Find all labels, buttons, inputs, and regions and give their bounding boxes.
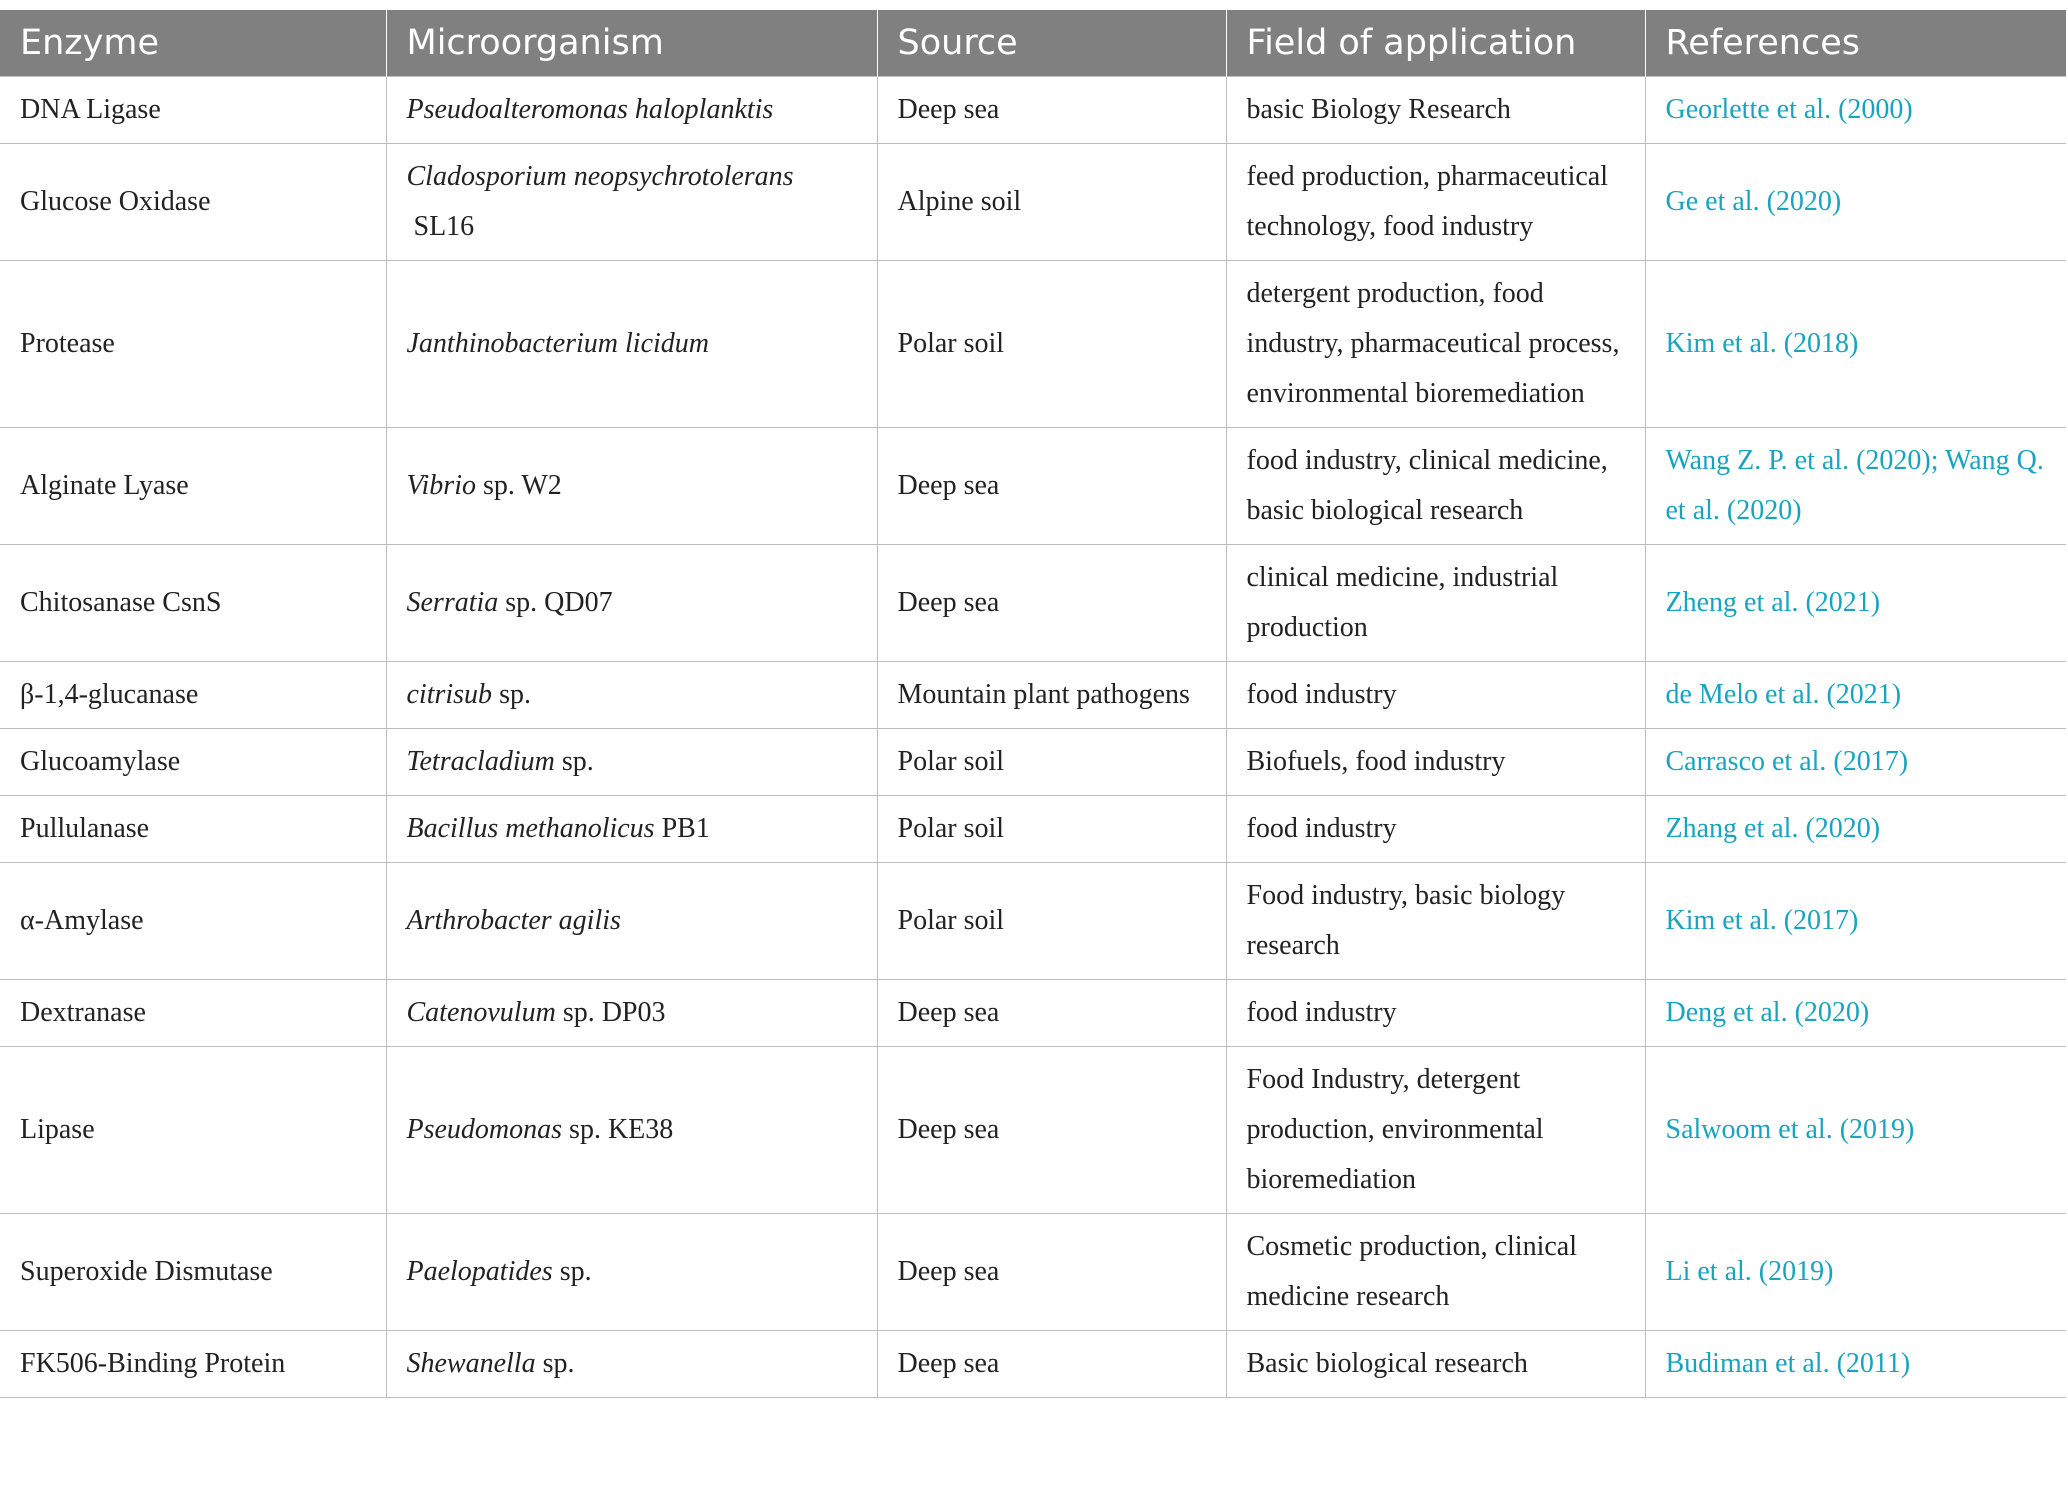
- species-name: Paelopatides: [406, 1256, 553, 1287]
- species-name: Serratia: [406, 587, 499, 618]
- microorganism-cell: [386, 144, 877, 261]
- table-row: [0, 428, 2066, 545]
- strain-suffix: sp.: [552, 1256, 592, 1287]
- reference-link[interactable]: Deng et al. (2020): [1645, 980, 2066, 1047]
- microorganism-cell: [386, 261, 877, 428]
- microorganism-cell: [386, 729, 877, 796]
- species-name: Cladosporium neopsychrotolerans: [406, 161, 794, 192]
- strain-suffix: sp.: [554, 746, 594, 777]
- table-row: [0, 1331, 2066, 1398]
- enzyme-cell: Chitosanase CsnS: [0, 545, 386, 662]
- reference-link[interactable]: Zhang et al. (2020): [1645, 796, 2066, 863]
- strain-suffix: sp. W2: [475, 470, 562, 501]
- field-of-application-cell: food industry: [1226, 980, 1645, 1047]
- table-row: [0, 144, 2066, 261]
- field-of-application-cell: Food Industry, detergent production, environmental bioremediation: [1226, 1047, 1645, 1214]
- species-name: Pseudoalteromonas haloplanktis: [406, 94, 774, 125]
- table-row: [0, 261, 2066, 428]
- strain-suffix: sp.: [535, 1348, 575, 1379]
- microorganism-cell: [386, 1047, 877, 1214]
- field-of-application-cell: food industry, clinical medicine, basic biological research: [1226, 428, 1645, 545]
- microorganism-cell: [386, 545, 877, 662]
- field-of-application-cell: Cosmetic production, clinical medicine research: [1226, 1214, 1645, 1331]
- table-row: [0, 662, 2066, 729]
- strain-suffix: sp. DP03: [555, 997, 666, 1028]
- reference-link[interactable]: Kim et al. (2018): [1645, 261, 2066, 428]
- enzyme-cell: β-1,4-glucanase: [0, 662, 386, 729]
- table-row: [0, 863, 2066, 980]
- species-name: Shewanella: [406, 1348, 536, 1379]
- field-of-application-cell: Basic biological research: [1226, 1331, 1645, 1398]
- reference-link[interactable]: de Melo et al. (2021): [1645, 662, 2066, 729]
- table-row: [0, 545, 2066, 662]
- field-of-application-cell: food industry: [1226, 662, 1645, 729]
- species-name: Bacillus methanolicus: [406, 813, 655, 844]
- header-field-of-application: Field of application: [1226, 10, 1645, 77]
- enzyme-cell: Lipase: [0, 1047, 386, 1214]
- microorganism-cell: [386, 796, 877, 863]
- species-name: Vibrio: [406, 470, 476, 501]
- table-body: [0, 77, 2066, 1398]
- enzyme-table: [0, 10, 2066, 1398]
- strain-suffix: sp.: [492, 679, 531, 710]
- header-row: [0, 10, 2066, 77]
- table-row: [0, 1214, 2066, 1331]
- enzyme-cell: FK506-Binding Protein: [0, 1331, 386, 1398]
- reference-link[interactable]: Li et al. (2019): [1645, 1214, 2066, 1331]
- reference-link[interactable]: Wang Z. P. et al. (2020); Wang Q. et al. (2020): [1645, 428, 2066, 545]
- field-of-application-cell: Biofuels, food industry: [1226, 729, 1645, 796]
- microorganism-cell: [386, 1214, 877, 1331]
- species-name: Arthrobacter agilis: [406, 905, 621, 936]
- source-cell: Deep sea: [877, 1331, 1226, 1398]
- strain-suffix: PB1: [654, 813, 710, 844]
- source-cell: Deep sea: [877, 77, 1226, 144]
- source-cell: Deep sea: [877, 980, 1226, 1047]
- enzyme-cell: Alginate Lyase: [0, 428, 386, 545]
- source-cell: Polar soil: [877, 863, 1226, 980]
- reference-link[interactable]: Salwoom et al. (2019): [1645, 1047, 2066, 1214]
- species-name: Catenovulum: [406, 997, 556, 1028]
- microorganism-cell: [386, 980, 877, 1047]
- enzyme-cell: α-Amylase: [0, 863, 386, 980]
- field-of-application-cell: detergent production, food industry, pharmaceutical process, environmental bioremediation: [1226, 261, 1645, 428]
- microorganism-cell: [386, 428, 877, 545]
- field-of-application-cell: clinical medicine, industrial production: [1226, 545, 1645, 662]
- source-cell: Deep sea: [877, 1047, 1226, 1214]
- reference-link[interactable]: Georlette et al. (2000): [1645, 77, 2066, 144]
- header-microorganism: Microorganism: [386, 10, 877, 77]
- table-row: [0, 1047, 2066, 1214]
- reference-link[interactable]: Budiman et al. (2011): [1645, 1331, 2066, 1398]
- species-name: citrisub: [406, 679, 493, 710]
- source-cell: Deep sea: [877, 1214, 1226, 1331]
- table-row: [0, 796, 2066, 863]
- enzyme-cell: Superoxide Dismutase: [0, 1214, 386, 1331]
- species-name: Janthinobacterium licidum: [406, 328, 710, 359]
- reference-link[interactable]: Ge et al. (2020): [1645, 144, 2066, 261]
- enzyme-cell: Pullulanase: [0, 796, 386, 863]
- microorganism-cell: [386, 1331, 877, 1398]
- enzyme-cell: Protease: [0, 261, 386, 428]
- field-of-application-cell: food industry: [1226, 796, 1645, 863]
- reference-link[interactable]: Carrasco et al. (2017): [1645, 729, 2066, 796]
- table-row: [0, 77, 2066, 144]
- species-name: Tetracladium: [406, 746, 555, 777]
- source-cell: Polar soil: [877, 796, 1226, 863]
- strain-suffix: sp. KE38: [562, 1114, 674, 1145]
- source-cell: Mountain plant pathogens: [877, 662, 1226, 729]
- table-row: [0, 980, 2066, 1047]
- source-cell: Alpine soil: [877, 144, 1226, 261]
- enzyme-cell: Glucoamylase: [0, 729, 386, 796]
- species-name: Pseudomonas: [406, 1114, 563, 1145]
- source-cell: Deep sea: [877, 545, 1226, 662]
- enzyme-cell: Dextranase: [0, 980, 386, 1047]
- header-source: Source: [877, 10, 1226, 77]
- source-cell: Deep sea: [877, 428, 1226, 545]
- microorganism-cell: [386, 77, 877, 144]
- microorganism-cell: [386, 662, 877, 729]
- table-row: [0, 729, 2066, 796]
- field-of-application-cell: feed production, pharmaceutical technology, food industry: [1226, 144, 1645, 261]
- source-cell: Polar soil: [877, 729, 1226, 796]
- microorganism-cell: [386, 863, 877, 980]
- strain-suffix: sp. QD07: [498, 587, 613, 618]
- field-of-application-cell: basic Biology Research: [1226, 77, 1645, 144]
- enzyme-cell: Glucose Oxidase: [0, 144, 386, 261]
- enzyme-cell: DNA Ligase: [0, 77, 386, 144]
- reference-link[interactable]: Zheng et al. (2021): [1645, 545, 2066, 662]
- header-references: References: [1645, 10, 2066, 77]
- source-cell: Polar soil: [877, 261, 1226, 428]
- header-enzyme: Enzyme: [0, 10, 386, 77]
- field-of-application-cell: Food industry, basic biology research: [1226, 863, 1645, 980]
- strain-suffix: SL16: [406, 211, 475, 242]
- reference-link[interactable]: Kim et al. (2017): [1645, 863, 2066, 980]
- table-header: [0, 10, 2066, 77]
